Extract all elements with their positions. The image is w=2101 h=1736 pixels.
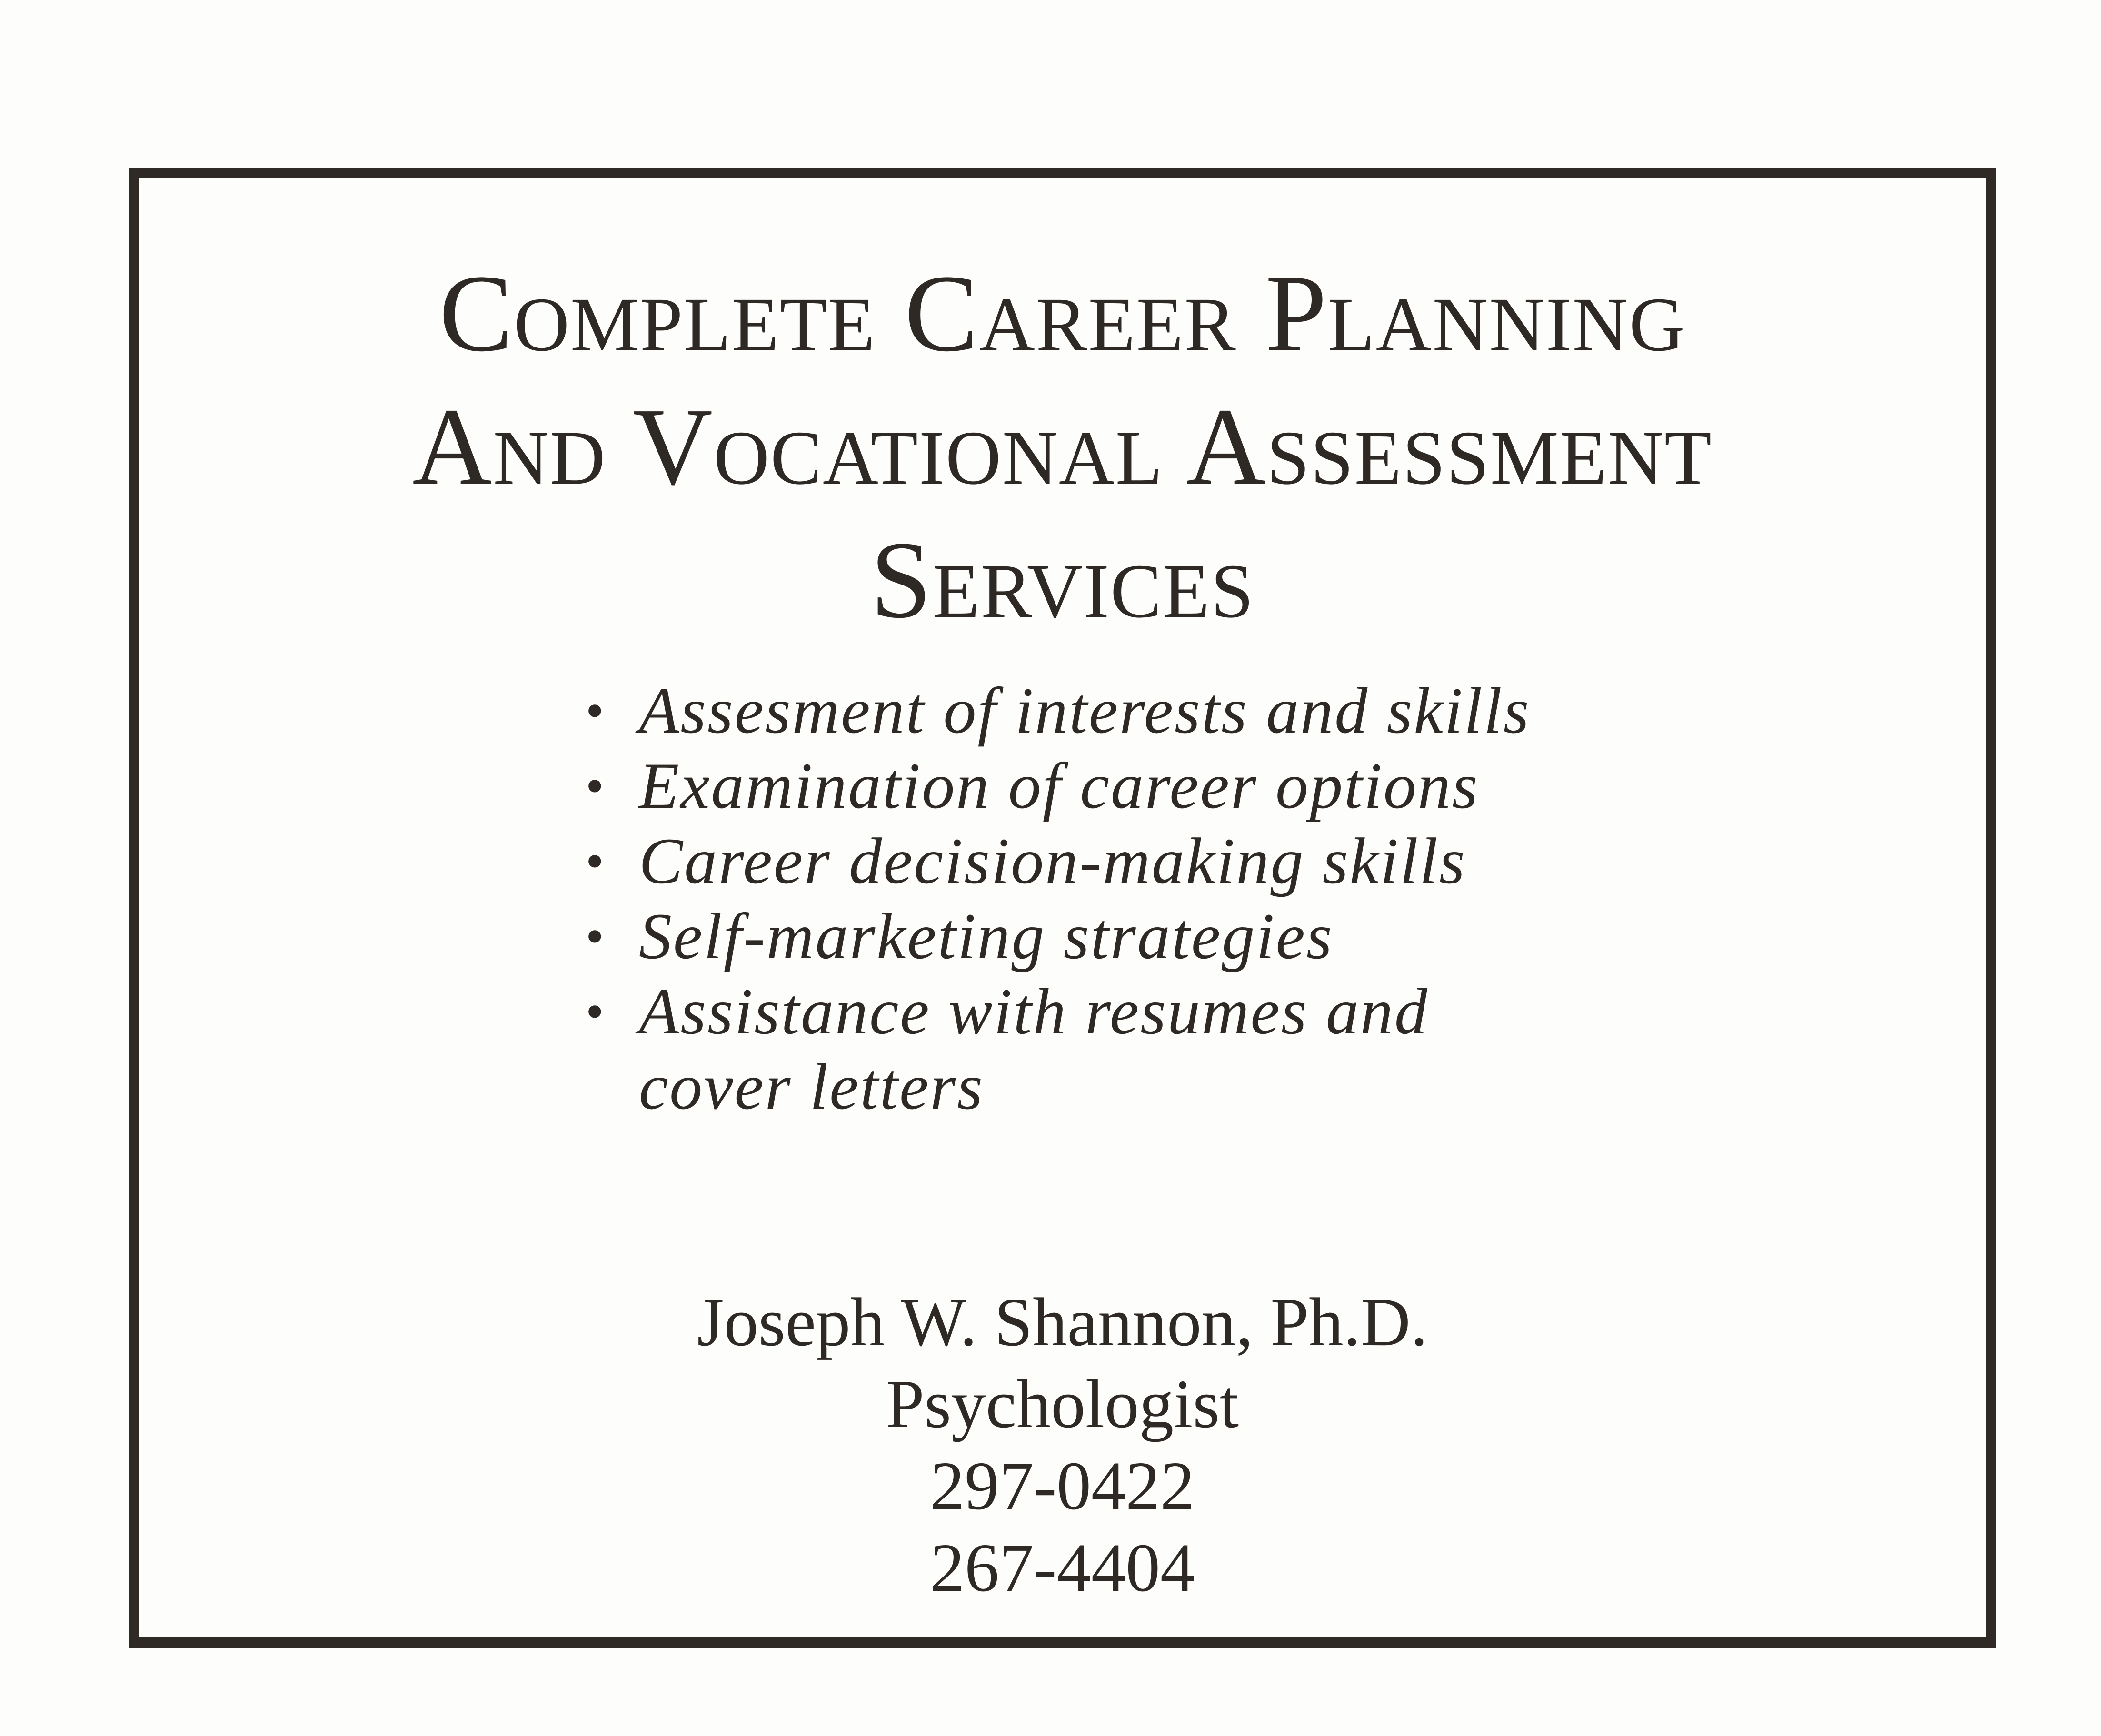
service-item [586, 673, 1543, 748]
headline-line-2: And Vocational Assessment [412, 386, 1713, 508]
phone-number-primary: 297-0422 [930, 1448, 1195, 1524]
headline [139, 247, 1986, 647]
service-item [586, 899, 1543, 974]
headline-line-3: Services [870, 519, 1255, 641]
service-item [586, 748, 1543, 823]
bullet-icon: • [586, 982, 606, 1041]
service-text: Assesment of interests and skills [639, 674, 1531, 747]
bullet-icon: • [586, 757, 606, 815]
service-text: Career decision-making skills [639, 824, 1466, 897]
service-text: Self-marketing strategies [639, 900, 1334, 972]
bullet-icon: • [586, 832, 606, 890]
contact-title: Psychologist [886, 1366, 1239, 1442]
services-list [586, 673, 1543, 1124]
phone-number-secondary: 267-4404 [930, 1530, 1195, 1606]
contact-name: Joseph W. Shannon, Ph.D. [697, 1284, 1428, 1360]
service-text: Assistance with resumes and cover letters [639, 975, 1429, 1123]
service-item [586, 823, 1543, 899]
bullet-icon: • [586, 907, 606, 965]
headline-line-1: Complete Career Planning [439, 252, 1686, 375]
bullet-icon: • [586, 682, 606, 740]
advertisement-frame [129, 168, 1996, 1648]
service-item [586, 974, 1543, 1124]
contact-block [139, 1281, 1986, 1609]
service-text: Examination of career options [639, 749, 1479, 822]
